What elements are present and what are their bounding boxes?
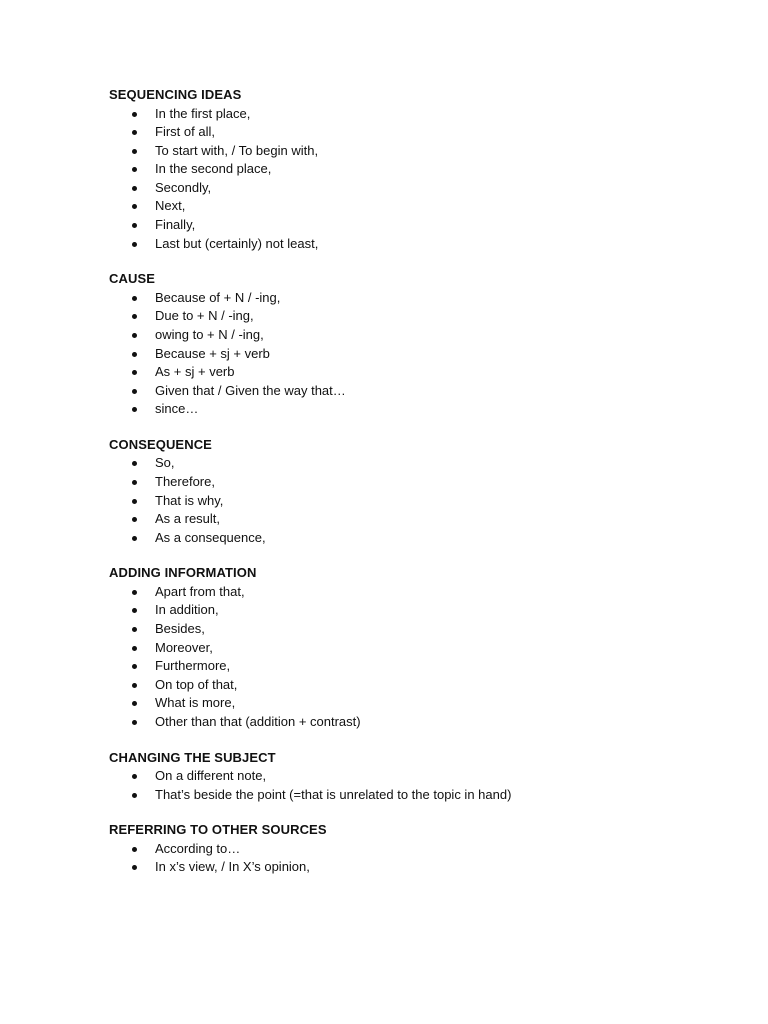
bullet-icon (132, 590, 137, 595)
list-item (109, 840, 729, 859)
bullet-icon (132, 242, 137, 247)
list-item (109, 142, 729, 161)
list-item-text: Next, (155, 198, 186, 214)
list-item (109, 363, 729, 382)
bullet-icon (132, 683, 137, 688)
list-item (109, 197, 729, 216)
bullet-icon (132, 793, 137, 798)
bullet-icon (132, 167, 137, 172)
list-item (109, 583, 729, 602)
list-item-text: Therefore, (155, 474, 215, 489)
section-heading: CAUSE (109, 271, 156, 287)
list-item-text: Other than that (addition + contrast) (155, 714, 361, 730)
list-item-text: As a result, (155, 511, 221, 527)
section-heading: SEQUENCING IDEAS (109, 87, 242, 102)
list-item (109, 510, 729, 529)
bullet-list (109, 289, 729, 419)
list-item (109, 105, 729, 124)
list-item (109, 492, 729, 511)
list-item (109, 676, 729, 695)
bullet-icon (132, 352, 137, 357)
list-item-text: First of all, (155, 124, 215, 140)
bullet-icon (132, 480, 137, 485)
list-item (109, 620, 729, 639)
section-heading: CONSEQUENCE (109, 436, 212, 452)
list-item-text: owing to + N / -ing, (155, 326, 264, 342)
list-item-text: Moreover, (155, 639, 213, 655)
list-item-text: Because of + N / -ing, (155, 289, 281, 305)
list-item-text: Secondly, (155, 179, 212, 195)
list-item (109, 858, 729, 877)
list-item-text: In addition, (155, 602, 219, 618)
list-item-text: That’s beside the point (=that is unrelated to the topic in hand) (155, 786, 512, 802)
list-item-text: Furthermore, (155, 658, 231, 674)
section-heading: CHANGING THE SUBJECT (109, 749, 276, 765)
section (109, 86, 729, 253)
list-item-text: On top of that, (155, 676, 238, 692)
section (109, 436, 729, 547)
bullet-icon (132, 701, 137, 706)
list-item (109, 216, 729, 235)
list-item (109, 786, 729, 805)
list-item-text: Because + sj + verb (155, 345, 270, 361)
bullet-icon (132, 720, 137, 725)
bullet-icon (132, 774, 137, 779)
bullet-icon (132, 608, 137, 613)
list-item-text: That is why, (155, 492, 224, 508)
bullet-icon (132, 223, 137, 228)
bullet-icon (132, 204, 137, 209)
bullet-icon (132, 536, 137, 541)
list-item-text: Last but (certainly) not least, (155, 235, 319, 251)
list-item (109, 529, 729, 548)
list-item-text: As a consequence, (155, 529, 266, 545)
bullet-list (109, 454, 729, 547)
section (109, 749, 729, 805)
list-item (109, 713, 729, 732)
list-item-text: According to… (155, 840, 241, 856)
list-item (109, 601, 729, 620)
list-item (109, 767, 729, 786)
list-item-text: To start with, / To begin with, (155, 142, 319, 158)
list-item (109, 235, 729, 254)
list-item-text: In the first place, (155, 105, 251, 121)
bullet-icon (132, 461, 137, 466)
list-item (109, 345, 729, 364)
bullet-icon (132, 186, 137, 191)
document-page (109, 86, 729, 894)
list-item (109, 123, 729, 142)
list-item (109, 382, 729, 401)
bullet-list (109, 583, 729, 732)
bullet-icon (132, 149, 137, 154)
bullet-list (109, 105, 729, 254)
list-item (109, 400, 729, 419)
list-item-text: On a different note, (155, 768, 267, 784)
bullet-icon (132, 112, 137, 117)
list-item-text: As + sj + verb (155, 364, 235, 380)
bullet-icon (132, 333, 137, 338)
list-item (109, 289, 729, 308)
section (109, 564, 729, 731)
bullet-list (109, 767, 729, 804)
list-item-text: Apart from that, (155, 583, 245, 599)
list-item-text: Given that / Given the way that… (155, 382, 346, 398)
bullet-icon (132, 407, 137, 412)
bullet-icon (132, 389, 137, 394)
list-item-text: Besides, (155, 621, 205, 637)
bullet-icon (132, 646, 137, 651)
list-item (109, 473, 729, 492)
list-item (109, 639, 729, 658)
bullet-icon (132, 296, 137, 301)
bullet-icon (132, 865, 137, 870)
section (109, 821, 729, 877)
list-item (109, 179, 729, 198)
list-item-text: In the second place, (155, 161, 272, 177)
list-item-text: So, (155, 455, 175, 471)
list-item-text: Due to + N / -ing, (155, 308, 254, 324)
list-item-text: since… (155, 401, 199, 417)
bullet-icon (132, 627, 137, 632)
bullet-icon (132, 499, 137, 504)
list-item-text: In x’s view, / In X’s opinion, (155, 859, 310, 875)
list-item-text: What is more, (155, 695, 236, 711)
list-item (109, 160, 729, 179)
bullet-icon (132, 517, 137, 522)
section-heading: ADDING INFORMATION (109, 565, 257, 581)
section-heading: REFERRING TO OTHER SOURCES (109, 822, 327, 838)
bullet-icon (132, 130, 137, 135)
list-item (109, 694, 729, 713)
bullet-icon (132, 664, 137, 669)
section (109, 270, 729, 419)
bullet-list (109, 840, 729, 877)
list-item (109, 326, 729, 345)
list-item-text: Finally, (155, 217, 196, 233)
list-item (109, 657, 729, 676)
bullet-icon (132, 370, 137, 375)
list-item (109, 454, 729, 473)
bullet-icon (132, 314, 137, 319)
list-item (109, 307, 729, 326)
bullet-icon (132, 847, 137, 852)
